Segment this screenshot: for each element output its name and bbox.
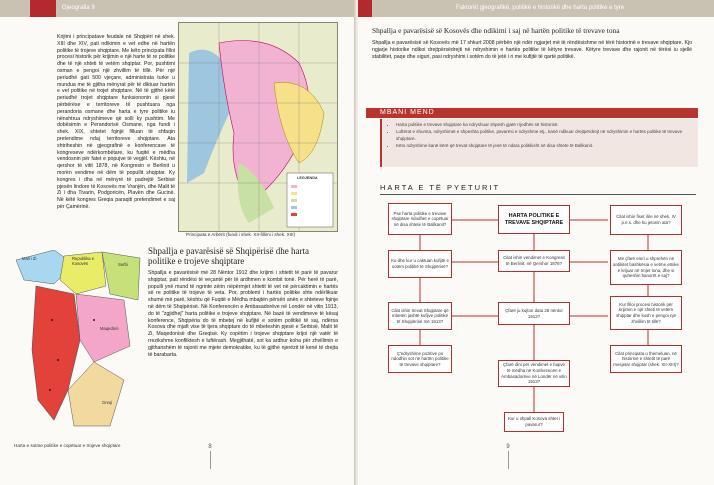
left-section-text: Shpallja e pavarësisë më 28 Nëntor 1912 dhe krijimi i shtetit të parë të pavarur shqiptar, pati rëndësi të veçantë për të ardhmen e kombit tonë. Për herë të parë, populli ynë mund të ngrinte zërin nëpërmjet shtetit të vet në përcaktimin e hartës së re politike të trojeve të veta. Por, problemi i hartës politike shte ndërlikuar shumë më parë, kështu që Fuqitë e Mëdha mbajtën përsëri anën e shteteve fqinje në dëm të Shqipërisë. Në Konferencën e Ambasadorëve në Londër në vitin 1913, do të "zgjidhej" harta politike e trojeve shqiptare. Në bazë të vendimeve të kësaj konference, Shqipëria do të mbetej në kufijtë e sotëm politikë të saj, ndërsa Kosova dhe mjaft vise të tjera shqiptare do të mbeteshin pjesë e Serbisë, Malit të Zi, Maqedonisë dhe Greqisë. Ky copëtim i trojeve shqiptare krijoi një vatër të rrezikshme konfliktesh e luftërash. Megjithatë, sot ka ardhur koha për zhvillimin e gjithanshëm të rajonit me mjete demokratike, ku të gjithë njerëzit të kenë të drejta të barabarta. xyxy=(148,270,338,358)
question-box-m2: Çfarë ju kujton data 28 nëntor 1912? xyxy=(498,302,570,325)
right-section-text: Shpallja e pavarësisë së Kosovës më 17 shkurt 2008 përbën një ndër ngjarjet më të rëndësishme në tërë historinë e trevave shqiptare. Kjo ngjarje historike ndikoi drejtpërsëdrejti në ndryshimin e hartës politike të këtyre trevave. Këtyre trevave dhe rajonit në tërësi iu sjellë stabilitet, paqe dhe siguri, pasi ndryshimi i sotëm do të jetë i ri me kufijtë të qartë politikë. xyxy=(372,40,692,60)
left-header-band xyxy=(0,0,356,17)
question-box-l3: Cilat ishin trevat Shqiptare që mbetën jashtë kufijve politikë të Shqipërisë më 1913? xyxy=(388,302,452,330)
question-box-r4: Cilat principata u themeluan, në historinë e shtetit të parë mesjetar shqiptar (shek. XII-XIII)? xyxy=(610,345,682,373)
map2-label-greqi: Greqi xyxy=(102,400,113,405)
question-box-m3: Çfarë dini për vendimet e fuqive të mëdha në Konferencën e Ambasadorëve në Londër në vitin 1913? xyxy=(498,360,570,387)
left-header-title: Gjeografia 9 xyxy=(62,5,95,11)
question-box-m1: Cilat ishin vendimet e Kongresit të Berlinit, në Qershor 1878? xyxy=(498,250,570,272)
map1-legend-title: LEGJENDA xyxy=(297,176,318,180)
map1-graphic xyxy=(179,23,337,231)
question-box-m4: Kur u shpall Kosova shtet i pavarur? xyxy=(504,412,564,432)
map2-caption: Harta e sotme politike e copëtuar e trojeve shqiptare xyxy=(14,443,121,448)
mend-item: • Këto ndryshime kanë bërë që trevat shqiptare të jenë të ndara politikisht në disa shtete të Ballkanit. xyxy=(396,142,698,149)
mend-item: • Luftërat e shumta, ndryshimet e shpeshta politike, pavarësi e ndryshme etj., kanë ndikuar drejtpërdrejt në ndryshimin e hartës politike të trevave shqiptare. xyxy=(396,128,698,142)
left-section-title: Shpallja e pavarësisë së Shqipërisë dhe harta politike e trojeve shqiptare xyxy=(148,246,309,266)
map1-caption: Principata e Arbërit (fundi i shek. XII-fillimi i shek. XIII) xyxy=(186,232,296,237)
question-box-r3: Kur filloi procesi historik për krijimin e një shteti të vetëm shqiptar dhe kush e pengoi një zhvillim të tillë? xyxy=(610,296,682,330)
question-box-l1: Pse harta politike e trevave shqiptare ndodhet e copëtuar në disa shtete të Ballkanit? xyxy=(388,203,452,235)
mend-item: • Harta politike e trevave shqiptare ka ndryshuar shpesh gjatë rrjedhës së historisë. xyxy=(396,121,698,128)
question-box-r1: Cilat ishin fiset ilire në shek. IV p.e.s. dhe ku jetonin ata? xyxy=(610,205,682,235)
question-box-l2: Ku dhe kur u caktuan kufijtë e sotëm politikë të Shqipërisë? xyxy=(388,250,452,278)
right-page xyxy=(358,0,714,485)
question-tree-title: HARTA E TË PYETURIT xyxy=(380,183,501,192)
map2-label-kosova: Republika e Kosovës xyxy=(72,256,95,266)
map2-graphic xyxy=(14,250,142,430)
right-section-title: Shpallja e pavarësisë së Kosovës dhe ndikimi i saj në hartën politike të trevave tona xyxy=(372,26,620,35)
right-header-title: Faktorët gjeografikë, politikë e historikë dhe harta politike e tyre xyxy=(456,5,625,11)
map2-label-maqedoni: Maqedoni xyxy=(100,326,119,331)
question-tree-center-box: HARTA POLITIKE E TREVAVE SHQIPTARE xyxy=(498,205,570,234)
map2-label-serbi: Serbi xyxy=(118,262,128,267)
map2-label-mali-i-zi: Mali i Zi xyxy=(22,256,37,261)
political-map-albanian-lands xyxy=(14,250,142,430)
left-page-number: 8 xyxy=(200,444,220,469)
mbani-mend-title: MBANI MEND xyxy=(380,109,435,116)
left-intro-text: Krijimi i principatave feudale në Shqipëri në shek. XIII dhe XIV, pati ndikimin e vet edhe në hartën politike të trojeve shqiptare. Me këto principata filloi procesi historik për krijimin e një harte të re politike dhe të një shteti të vetëm shqiptar. Por, pushtimi osman e pengoi një zhvillim të tillë. Për një periudhë gati 500 vjeçare, administrata turke u mundua me të gjitha mënyrat për të diktuar hartën e vet politike në trojet shqiptare. Në të gjithë këtë periudhë trojet shqiptare funksiononin si pjesë përbërëse e territoreve të pushtuara nga perandoria osmane dhe harta e tyre politike iu nënshtrua ndryshimeve që solli ky pushtim. Me dobësimin e Perandorisë Osmane, nga fundi i shek. XIX, shtetet fqinjë filluan të shfaqin pretendime ndaj territoreve shqiptare. Ata shtriheshin në gjeografinë e konferencave të kongreseve ndërkombëtare, ku fuqitë e mëdha vendosnin për fatet e popujve të vegjël. Kështu, në qershor të vitit 1878, në Kongresin e Berlinit u morën vendime në dëm të popullit shqiptar. Ky kongres i dha në mënyrë të padrejtë Serbisë pjesën lindore të Kosovës me Vranjën, dhe Malit të Zi i dha Tivarin, Podgoricën, Plavën dhe Gucinë. Në këtë kongres Greqia paraqiti pretendimet e saj për Çamërinë. xyxy=(57,34,175,210)
question-box-r2: Me çfarë emri u shprehën në antikitet bashkësia e vetme etnike e krijuar në trojet tona, dhe si quheshin banorët e saj? xyxy=(610,250,682,285)
question-box-l4: Ç'ndryshime pozitive po ndodhin sot në hartën politike të trevave shqiptare? xyxy=(388,345,452,373)
principata-arberit-map xyxy=(178,22,338,232)
left-page xyxy=(0,0,356,485)
left-header-accent xyxy=(30,0,56,17)
right-page-number: 9 xyxy=(498,444,518,469)
